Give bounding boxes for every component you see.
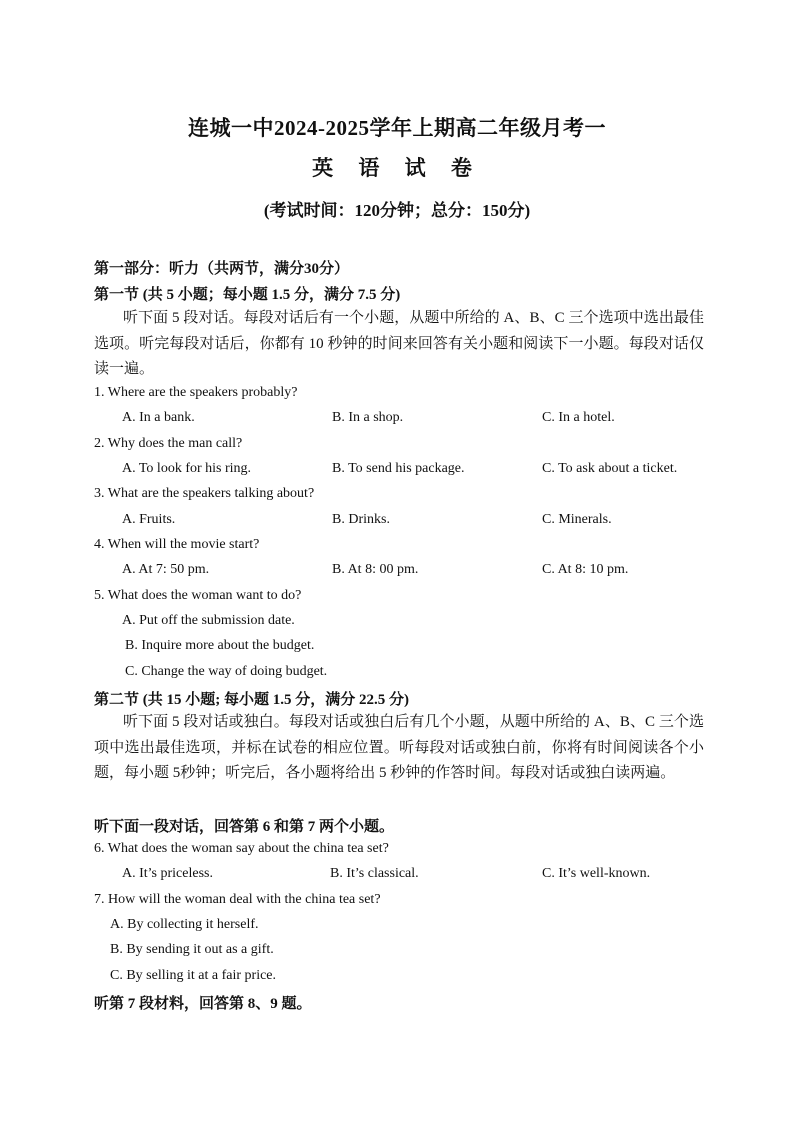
section2-instructions: 听下面 5 段对话或独白。每段对话或独白后有几个小题，从题中所给的 A、B、C 三个选项中选出最佳选项，并标在试卷的相应位置。听每段对话或独白前，你将有时间阅读各个小题，每小题 5秒钟；听完后，各小题将给出 5 秒钟的作答时间。每段对话或独白读两遍。 bbox=[94, 714, 704, 781]
question-7-option-b: B. By sending it out as a gift. bbox=[110, 942, 274, 957]
question-2: 2. Why does the man call? bbox=[94, 436, 243, 451]
question-2-option-c: C. To ask about a ticket. bbox=[542, 461, 678, 476]
question-3-option-c: C. Minerals. bbox=[542, 512, 612, 527]
question-2-option-b: B. To send his package. bbox=[332, 461, 465, 476]
question-4-option-a: A. At 7: 50 pm. bbox=[122, 562, 210, 577]
section1-instructions: 听下面 5 段对话。每段对话后有一个小题，从题中所给的 A、B、C 三个选项中选出最佳选项。听完每段对话后，你都有 10 秒钟的时间来回答有关小题和阅读下一小题。每段对话仅读一遍。 bbox=[94, 310, 704, 377]
question-5-option-b: B. Inquire more about the budget. bbox=[125, 638, 315, 653]
question-3-option-b: B. Drinks. bbox=[332, 512, 390, 527]
question-4-option-b: B. At 8: 00 pm. bbox=[332, 562, 419, 577]
part1-heading: 第一部分：听力（共两节，满分30分） bbox=[94, 261, 350, 277]
exam-subtitle: 英 语 试 卷 bbox=[312, 156, 482, 180]
question-7-option-c: C. By selling it at a fair price. bbox=[110, 968, 277, 983]
question-2-option-a: A. To look for his ring. bbox=[122, 461, 252, 476]
question-4-option-c: C. At 8: 10 pm. bbox=[542, 562, 629, 577]
question-6-option-a: A. It’s priceless. bbox=[122, 866, 213, 881]
question-5-option-a: A. Put off the submission date. bbox=[122, 613, 295, 628]
question-1-option-a: A. In a bank. bbox=[122, 410, 195, 425]
exam-title: 连城一中2024-2025学年上期高二年级月考一 bbox=[188, 116, 606, 140]
prompt-questions-8-9: 听第 7 段材料，回答第 8、9 题。 bbox=[94, 996, 312, 1012]
question-3: 3. What are the speakers talking about? bbox=[94, 486, 315, 501]
question-4: 4. When will the movie start? bbox=[94, 537, 260, 552]
question-5-option-c: C. Change the way of doing budget. bbox=[125, 664, 328, 679]
question-1-option-b: B. In a shop. bbox=[332, 410, 404, 425]
question-5: 5. What does the woman want to do? bbox=[94, 588, 302, 603]
question-1: 1. Where are the speakers probably? bbox=[94, 385, 298, 400]
question-7-option-a: A. By collecting it herself. bbox=[110, 917, 259, 932]
exam-info: (考试时间：120分钟；总分：150分) bbox=[263, 201, 531, 220]
section1-heading: 第一节 (共 5 小题；每小题 1.5 分，满分 7.5 分) bbox=[94, 287, 401, 303]
question-6-option-b: B. It’s classical. bbox=[330, 866, 419, 881]
question-6: 6. What does the woman say about the china tea set? bbox=[94, 841, 389, 856]
question-1-option-c: C. In a hotel. bbox=[542, 410, 615, 425]
question-3-option-a: A. Fruits. bbox=[122, 512, 176, 527]
section2-heading: 第二节 (共 15 小题; 每小题 1.5 分，满分 22.5 分) bbox=[94, 692, 409, 708]
prompt-questions-6-7: 听下面一段对话，回答第 6 和第 7 两个小题。 bbox=[94, 819, 395, 835]
question-6-option-c: C. It’s well-known. bbox=[542, 866, 651, 881]
question-7: 7. How will the woman deal with the china tea set? bbox=[94, 892, 381, 907]
